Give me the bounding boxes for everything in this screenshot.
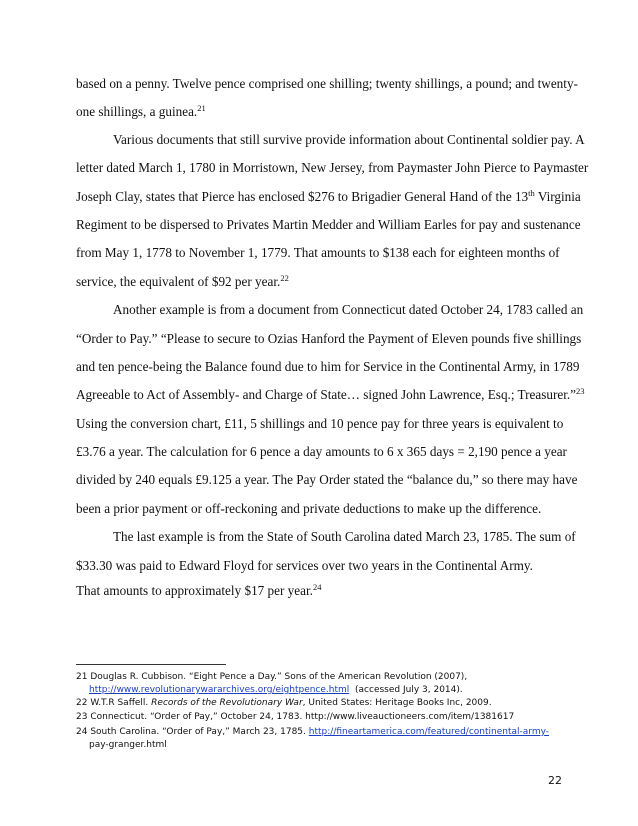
footnote-number: 22 [76, 698, 88, 708]
footnote-ref: 23 [576, 386, 585, 396]
body-line: “Order to Pay.” “Please to secure to Ozias Hanford the Payment of Eleven pounds five shillings [76, 331, 582, 346]
footnote-link[interactable]: http://fineartamerica.com/featured/continental-army- [308, 727, 550, 737]
footnote-ref: 21 [197, 103, 206, 113]
body-line: $33.30 was paid to Edward Floyd for services over two years in the Continental Army. [76, 558, 533, 573]
footnote-ref: 24 [312, 582, 322, 592]
body-line: Agreeable to Act of Assembly- and Charge of State… signed John Lawrence, Esq.; Treasurer.”$^{23}$ [76, 386, 585, 402]
body-line: been a prior payment or off-reckoning and private deductions to make up the difference. [76, 501, 542, 516]
body-line: service, the equivalent of $92 per year.$^{22}$ [76, 273, 289, 289]
footnote-ref: 22 [280, 273, 289, 283]
body-line: Another example is from a document from Connecticut dated October 24, 1783 called an [113, 302, 584, 317]
body-line: Using the conversion chart, £11, 5 shillings and 10 pence pay for three years is equivalent to [76, 416, 564, 431]
body-line: The last example is from the State of South Carolina dated March 23, 1785. The sum of [113, 529, 576, 544]
body-line: one shillings, a guinea.$^{21}$ [76, 103, 206, 119]
footnote-number: 24 [76, 727, 88, 737]
footnote-number: 21 [76, 672, 88, 682]
body-line: That amounts to approximately $17 per year.$^{24}$ [76, 582, 322, 598]
footnote-23: 23 Connecticut. “Order of Pay,” October 24, 1783. http://www.liveauctioneers.com/item/1381617 [76, 712, 515, 722]
footnote-24-cont: pay-granger.html [89, 740, 167, 750]
body-line: and ten pence-being the Balance found due to him for Service in the Continental Army, in 1789 [76, 359, 580, 374]
footnote-title: Records of the Revolutionary War [151, 698, 303, 708]
body-line: £3.76 a year. The calculation for 6 pence a day amounts to 6 x 365 days = 2,190 pence a year [76, 444, 567, 459]
footnote-21-cont: http://www.revolutionarywararchives.org/eightpence.html (accessed July 3, 2014). [89, 685, 463, 695]
body-line: Joseph Clay, states that Pierce has enclosed $276 to Brigadier General Hand of the 13th Virginia [76, 188, 581, 204]
footnote-22: 22 W.T.R Saffell. Records of the Revolutionary War, United States: Heritage Books Inc, 2009. [76, 698, 492, 708]
body-line: from May 1, 1778 to November 1, 1779. That amounts to $138 each for eighteen months of [76, 245, 560, 260]
footnote-link[interactable]: http://www.revolutionarywararchives.org/eightpence.html [89, 685, 350, 695]
body-line: based on a penny. Twelve pence comprised one shilling; twenty shillings, a pound; and twenty- [76, 76, 578, 91]
body-line: Various documents that still survive provide information about Continental soldier pay. A [113, 132, 585, 147]
footnote-21: 21 Douglas R. Cubbison. “Eight Pence a Day.” Sons of the American Revolution (2007), [76, 672, 468, 682]
body-line: divided by 240 equals £9.125 a year. The Pay Order stated the “balance du,” so there may have [76, 472, 578, 487]
page-number: 22 [548, 774, 562, 787]
footnote-separator [76, 664, 226, 665]
footnote-number: 23 [76, 712, 88, 722]
body-line: letter dated March 1, 1780 in Morristown, New Jersey, from Paymaster John Pierce to Paymaster [76, 160, 589, 175]
footnote-24: 24 South Carolina. “Order of Pay,” March 23, 1785. http://fineartamerica.com/featured/continental-army- [76, 727, 550, 737]
ordinal-suffix: th [528, 188, 535, 198]
body-line: Regiment to be dispersed to Privates Martin Medder and William Earles for pay and sustenance [76, 217, 581, 232]
